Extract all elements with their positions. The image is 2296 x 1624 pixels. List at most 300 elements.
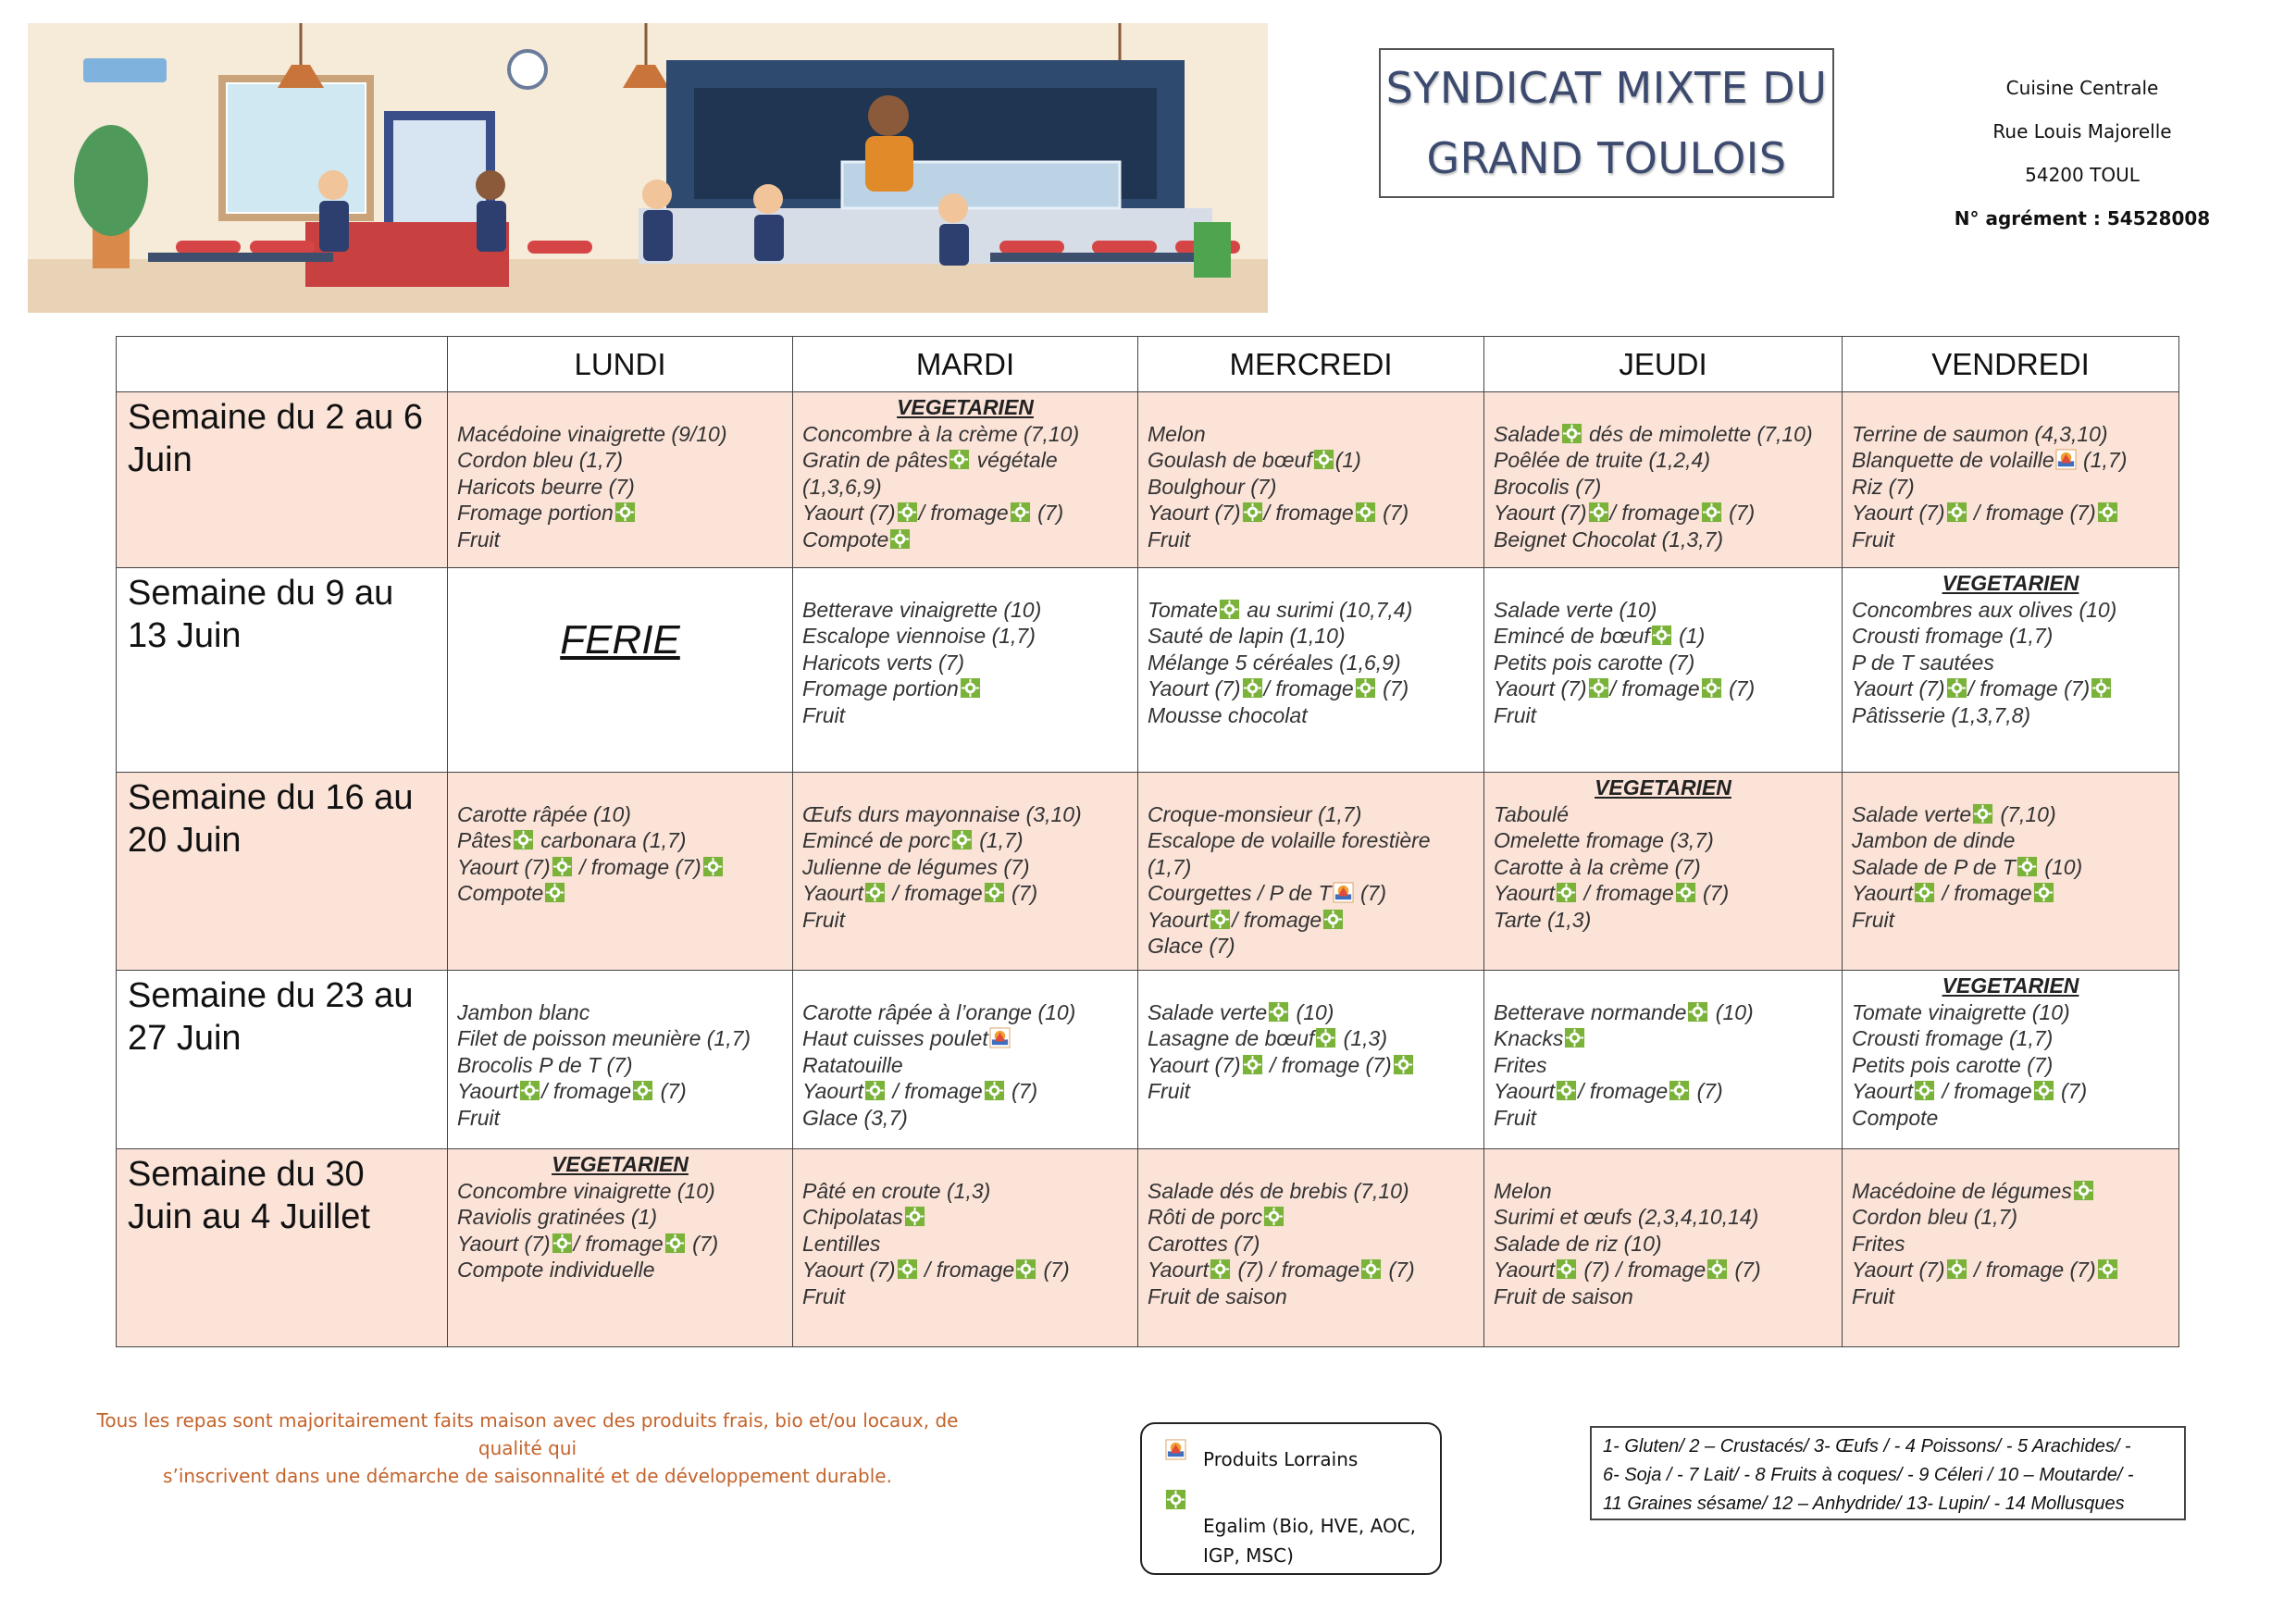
dish-text: Betterave vinaigrette (10) [802, 597, 1042, 622]
menu-cell [1843, 568, 2179, 773]
dish-text: P de T sautées [1852, 650, 1994, 675]
dish-line [1494, 1078, 1832, 1105]
dish-text: / fromage (7) [573, 854, 701, 879]
vegetarian-badge: VEGETARIEN [552, 1152, 689, 1176]
dish-text: (7) [1354, 881, 1387, 905]
dish-line [1148, 1025, 1474, 1052]
dish-line [1148, 527, 1474, 553]
dish-text: Pâtisserie (1,3,7,8) [1852, 702, 2031, 727]
egalim-icon [544, 882, 565, 903]
dish-line [1852, 702, 2169, 729]
egalim-icon [1242, 1054, 1263, 1075]
dish-text: (1,7) [1148, 854, 1192, 879]
dish-line [1494, 676, 1832, 702]
dish-text: Salade dés de brebis (7,10) [1148, 1178, 1409, 1203]
dish-text: / fromage [1578, 881, 1674, 905]
egalim-icon [1393, 1054, 1414, 1075]
dish-line [1852, 597, 2169, 624]
dish-text: Emincé de porc [802, 828, 950, 852]
dish-text: Cordon bleu (1,7) [1852, 1205, 2017, 1229]
dish-text: Fruit [1494, 1105, 1536, 1130]
dish-line [1852, 1204, 2169, 1231]
dish-line [457, 500, 783, 527]
dish-text: Salade verte [1148, 999, 1268, 1024]
dish-line [457, 474, 783, 501]
dish-text: Yaourt [1148, 1258, 1210, 1282]
dish-line [1494, 1105, 1832, 1132]
dish-text: végétale [971, 448, 1058, 472]
dish-text: Lentilles [802, 1231, 881, 1256]
dish-text: Fruit [1148, 527, 1190, 552]
vegetarian-badge: VEGETARIEN [1942, 571, 2079, 595]
dish-text: Goulash de bœuf [1148, 448, 1312, 472]
menu-cell [1484, 568, 1843, 773]
dish-text: (7) [1696, 881, 1730, 905]
egalim-icon [1675, 882, 1696, 903]
dish-line [1148, 907, 1474, 934]
week-row [117, 392, 2179, 568]
egalim-icon [1556, 882, 1577, 903]
day-header: JEUDI [1484, 337, 1843, 392]
egalim-icon [1946, 502, 1967, 523]
dish-text: Concombre vinaigrette (10) [457, 1178, 715, 1203]
dish-line [457, 1105, 783, 1132]
dish-line [1148, 421, 1474, 448]
dish-text: Fruit [1494, 702, 1536, 727]
dish-text: Omelette fromage (3,7) [1494, 828, 1714, 852]
egalim-icon [1010, 502, 1031, 523]
dish-text: Yaourt (7) [1852, 676, 1945, 700]
egalim-icon [2017, 856, 2038, 877]
dish-text: (1) [1672, 624, 1706, 648]
dish-line [1494, 650, 1832, 676]
dish-text: Fruit [1148, 1079, 1190, 1103]
dish-line [1494, 854, 1832, 881]
menu-cell [448, 971, 793, 1149]
dish-line [457, 1257, 783, 1283]
dish-text: Ratatouille [802, 1052, 903, 1077]
dish-text: Escalope de volaille forestière [1148, 828, 1431, 852]
dish-text: Yaourt [802, 1079, 864, 1103]
dish-line [1148, 650, 1474, 676]
dish-text: (7) [1005, 1079, 1038, 1103]
dish-line [1148, 775, 1474, 801]
dish-line [457, 1025, 783, 1052]
dish-text: / fromage [1578, 1079, 1669, 1103]
dish-text: (1,7) [973, 828, 1024, 852]
egalim-icon [1706, 1258, 1728, 1280]
dish-text: Cordon bleu (1,7) [457, 448, 623, 472]
dish-text: Blanquette de volaille [1852, 448, 2054, 472]
dish-text: Knacks [1494, 1026, 1564, 1050]
dish-line [802, 1025, 1128, 1052]
dish-text: (7) [1031, 501, 1064, 525]
egalim-icon [1651, 625, 1672, 646]
dish-text: Fromage portion [457, 501, 614, 525]
dish-text: (7) [1376, 676, 1409, 700]
dish-text: Poêlée de truite (1,2,4) [1494, 448, 1710, 472]
dish-line [1852, 421, 2169, 448]
menu-cell [793, 568, 1138, 773]
egalim-icon [552, 856, 573, 877]
dish-text: (7) [2054, 1079, 2088, 1103]
dish-line [457, 880, 783, 907]
dish-text: Taboulé [1494, 801, 1570, 826]
dish-text: Sauté de lapin (1,10) [1148, 624, 1346, 648]
egalim-icon [1219, 599, 1240, 620]
dish-text: / fromage [918, 501, 1009, 525]
dish-line [1852, 527, 2169, 553]
egalim-icon [984, 882, 1005, 903]
dish-text: Compote [802, 527, 889, 552]
vegetarian-badge: VEGETARIEN [897, 395, 1034, 419]
title-box [1379, 48, 1834, 198]
dish-text: Salade [1494, 421, 1560, 446]
dish-line [1148, 1078, 1474, 1105]
dish-text: Gratin de pâtes [802, 448, 949, 472]
egalim-icon [1946, 1258, 1967, 1280]
dish-line [802, 973, 1128, 999]
dish-line [802, 1151, 1128, 1178]
dish-text: Yaourt [1148, 907, 1210, 932]
dish-line [1148, 1204, 1474, 1231]
lorrain-icon [1333, 882, 1354, 903]
menu-table [116, 336, 2179, 1347]
dish-text: Pâté en croute (1,3) [802, 1178, 991, 1203]
dish-text: Yaourt (7) [1148, 501, 1241, 525]
egalim-icon [513, 829, 534, 850]
dish-text: Yaourt (7) [1494, 676, 1587, 700]
week-label: Semaine du 30 Juin au 4 Juillet [117, 1149, 448, 1347]
dish-text: Compote [457, 881, 544, 905]
egalim-icon [1242, 677, 1263, 699]
egalim-icon [1355, 502, 1376, 523]
dish-line [1852, 500, 2169, 527]
dish-line [802, 827, 1128, 854]
dish-text: (7) [1729, 1258, 1761, 1282]
dish-text: Yaourt (7) [457, 1231, 551, 1256]
menu-cell [448, 568, 793, 773]
dish-text: Chipolatas [802, 1205, 903, 1229]
dish-text: / fromage (7) [1967, 1258, 2096, 1282]
menu-cell [793, 1149, 1138, 1347]
dish-text: Fruit [457, 527, 500, 552]
dish-line [802, 623, 1128, 650]
dish-line [1148, 880, 1474, 907]
address-city: 54200 TOUL [2025, 164, 2140, 186]
egalim-icon [1210, 1258, 1231, 1280]
dish-text: Œufs durs mayonnaise (3,10) [802, 801, 1082, 826]
dish-line [1852, 999, 2169, 1026]
dish-text: Macédoine de légumes [1852, 1178, 2072, 1203]
dish-text: Escalope viennoise (1,7) [802, 624, 1036, 648]
dish-text: Lasagne de bœuf [1148, 1026, 1315, 1050]
dish-text: Yaourt (7) [457, 854, 551, 879]
dish-line [1494, 1204, 1832, 1231]
dish-text: / fromage [918, 1258, 1015, 1282]
dish-text: Julienne de légumes (7) [802, 854, 1030, 879]
dish-line [457, 973, 783, 999]
dish-line [802, 1283, 1128, 1310]
dish-line [457, 775, 783, 801]
dish-line [802, 1178, 1128, 1205]
egalim-icon [2073, 1180, 2094, 1201]
dish-text: (7) [654, 1079, 687, 1103]
egalim-icon [1588, 502, 1609, 523]
egalim-icon [664, 1233, 686, 1254]
dish-line [457, 999, 783, 1026]
dish-line [1494, 702, 1832, 729]
dish-text: (7) [1722, 501, 1756, 525]
dish-line [1494, 1178, 1832, 1205]
egalim-icon [2033, 882, 2054, 903]
dish-line [1852, 1178, 2169, 1205]
dish-text: dés de mimolette (7,10) [1582, 421, 1813, 446]
dish-line [1494, 1052, 1832, 1079]
egalim-icon [864, 882, 886, 903]
dish-line [802, 650, 1128, 676]
dish-text: Compote [1852, 1105, 1939, 1130]
dish-line [457, 1078, 783, 1105]
dish-text: (7) / fromage [1578, 1258, 1706, 1282]
dish-text: Fruit [802, 1283, 845, 1308]
egalim-icon [1556, 1080, 1577, 1101]
dish-line [1852, 474, 2169, 501]
dish-text: Crousti fromage (1,7) [1852, 1026, 2054, 1050]
dish-text: (1,3) [1337, 1026, 1387, 1050]
dish-text: Tomate [1148, 597, 1218, 622]
dish-text: Carotte râpée à l’orange (10) [802, 999, 1076, 1024]
egalim-icon [1588, 677, 1609, 699]
dish-text: Petits pois carotte (7) [1852, 1052, 2054, 1077]
dish-text: Yaourt [1852, 1079, 1914, 1103]
dish-text: Salade de P de T [1852, 854, 2016, 879]
dish-text: / fromage (7) [1263, 1052, 1392, 1077]
dish-text: (1) [1334, 448, 1361, 472]
dish-text: Yaourt (7) [802, 1258, 896, 1282]
dish-line [802, 570, 1128, 597]
dish-line [1148, 394, 1474, 421]
kitchen-address [1925, 67, 2240, 241]
dish-line [1494, 801, 1832, 828]
dish-line [457, 1052, 783, 1079]
dish-text: Pâtes [457, 828, 512, 852]
dish-text: Concombre à la crème (7,10) [802, 421, 1080, 446]
lorrain-icon [989, 1027, 1011, 1048]
dish-line [1494, 907, 1832, 934]
dish-text: Tomate vinaigrette (10) [1852, 999, 2070, 1024]
dish-text: / fromage [1936, 1079, 2032, 1103]
egalim-icon [1701, 677, 1722, 699]
menu-cell [1843, 1149, 2179, 1347]
dish-text: (7) [1691, 1079, 1723, 1103]
dish-text: Salade verte [1852, 801, 1972, 826]
homemade-note: Tous les repas sont majoritairement faits maison avec des produits frais, bio et/ou locaux, de qualité qui s’inscrivent dans une démarche de saisonnalité et de développement durable. [96, 1409, 959, 1487]
menu-cell [1138, 568, 1484, 773]
dish-line [1852, 775, 2169, 801]
dish-text: (7,10) [1994, 801, 2056, 826]
dish-text: carbonara (1,7) [534, 828, 687, 852]
dish-line [1494, 474, 1832, 501]
dish-line [1852, 1151, 2169, 1178]
dish-text: Fromage portion [802, 676, 959, 700]
day-header: MARDI [793, 337, 1138, 392]
dish-text: Boulghour (7) [1148, 474, 1277, 499]
dish-text: / fromage [1263, 501, 1354, 525]
dish-line [802, 421, 1128, 448]
egalim-icon [1322, 909, 1344, 930]
dish-line [1148, 827, 1474, 854]
dish-text: Yaourt (7) [1148, 676, 1241, 700]
dish-line [802, 702, 1128, 729]
menu-cell [793, 971, 1138, 1149]
dish-line [802, 527, 1128, 553]
dish-line [802, 500, 1128, 527]
organisation-title: SYNDICAT MIXTE DU GRAND TOULOIS [1385, 63, 1828, 183]
egalim-icon [1165, 1489, 1186, 1510]
dish-line [802, 880, 1128, 907]
dish-line [1852, 1283, 2169, 1310]
dish-line [1852, 907, 2169, 934]
dish-line [802, 999, 1128, 1026]
dish-line [802, 597, 1128, 624]
week-row [117, 971, 2179, 1149]
dish-text: Crousti fromage (1,7) [1852, 624, 2054, 648]
dish-text: Glace (7) [1148, 934, 1235, 958]
dish-line [1494, 973, 1832, 999]
dish-text: / fromage [1936, 881, 2032, 905]
dish-line [1148, 854, 1474, 881]
dish-text: Haricots beurre (7) [457, 474, 635, 499]
dish-text: Raviolis gratinées (1) [457, 1205, 658, 1229]
dish-text: Melon [1494, 1178, 1552, 1203]
dish-text: Beignet Chocolat (1,3,7) [1494, 527, 1724, 552]
egalim-icon [614, 502, 636, 523]
dish-line [1494, 880, 1832, 907]
dish-line [1852, 801, 2169, 828]
day-header: LUNDI [448, 337, 793, 392]
dish-line [1494, 1283, 1832, 1310]
egalim-icon [864, 1080, 886, 1101]
dish-line [1148, 1283, 1474, 1310]
menu-cell [1843, 773, 2179, 971]
day-header: VENDREDI [1843, 337, 2179, 392]
egalim-icon [1669, 1080, 1690, 1101]
dish-text: / fromage [573, 1231, 664, 1256]
dish-text: Fruit [1852, 1283, 1894, 1308]
dish-text: Fruit [457, 1105, 500, 1130]
dish-text: (10) [2038, 854, 2083, 879]
dish-text: Yaourt [802, 881, 864, 905]
dish-line [1852, 650, 2169, 676]
menu-cell [1484, 971, 1843, 1149]
dish-line [1494, 827, 1832, 854]
menu-cell [1843, 971, 2179, 1149]
egalim-icon [1315, 1027, 1336, 1048]
dish-line [457, 421, 783, 448]
menu-cell [1138, 392, 1484, 568]
dish-line [1148, 933, 1474, 960]
dish-text: Rôti de porc [1148, 1205, 1263, 1229]
egalim-icon [2097, 1258, 2118, 1280]
menu-cell [793, 392, 1138, 568]
dish-line [457, 801, 783, 828]
dish-line [802, 907, 1128, 934]
dish-text: Frites [1852, 1231, 1905, 1256]
egalim-icon [1015, 1258, 1036, 1280]
dish-line [1852, 394, 2169, 421]
dish-text: Filet de poisson meunière (1,7) [457, 1026, 751, 1050]
egalim-icon [1355, 677, 1376, 699]
dish-text: Brocolis (7) [1494, 474, 1602, 499]
dish-text: Yaourt [1494, 881, 1556, 905]
dish-text: (7) [686, 1231, 719, 1256]
egalim-icon [2091, 677, 2112, 699]
dish-text: Petits pois carotte (7) [1494, 650, 1695, 675]
dish-text: Yaourt (7) [1148, 1052, 1241, 1077]
dish-text: Mélange 5 céréales (1,6,9) [1148, 650, 1401, 675]
dish-line [1852, 1078, 2169, 1105]
dish-text: Courgettes / P de T [1148, 881, 1332, 905]
dish-line [1148, 570, 1474, 597]
dish-text: Fruit de saison [1148, 1283, 1287, 1308]
dish-line [1494, 999, 1832, 1026]
menu-cell [1484, 392, 1843, 568]
egalim-icon [702, 856, 724, 877]
dish-text: Frites [1494, 1052, 1547, 1077]
week-row [117, 568, 2179, 773]
menu-cell [1484, 773, 1843, 971]
dish-line [1494, 597, 1832, 624]
egalim-icon [552, 1233, 573, 1254]
week-row [117, 1149, 2179, 1347]
dish-text: (7) [1383, 1258, 1415, 1282]
dish-text: Jambon blanc [457, 999, 590, 1024]
dish-line [1852, 623, 2169, 650]
dish-line [1494, 421, 1832, 448]
week-label: Semaine du 23 au 27 Juin [117, 971, 448, 1149]
dish-line [1852, 880, 2169, 907]
dish-line [1148, 973, 1474, 999]
dish-line [1148, 702, 1474, 729]
dish-line [1148, 597, 1474, 624]
dish-line [457, 1204, 783, 1231]
legend-box [1140, 1422, 1442, 1575]
egalim-icon [519, 1080, 540, 1101]
dish-text: / fromage (7) [1967, 501, 2096, 525]
egalim-icon [1313, 449, 1334, 470]
dish-line [1852, 1105, 2169, 1132]
dish-text: Fruit [1852, 907, 1894, 932]
egalim-icon [897, 1258, 918, 1280]
menu-cell [448, 392, 793, 568]
dish-text: Yaourt [1852, 881, 1914, 905]
dish-line [1148, 500, 1474, 527]
dish-line [802, 1105, 1128, 1132]
menu-body [117, 392, 2179, 1347]
dish-line [1852, 827, 2169, 854]
week-label: Semaine du 2 au 6 Juin [117, 392, 448, 568]
dish-line [1148, 1052, 1474, 1079]
dish-line [1148, 1151, 1474, 1178]
dish-text: Carottes (7) [1148, 1231, 1260, 1256]
dish-line [457, 1231, 783, 1258]
egalim-icon [1561, 423, 1582, 444]
egalim-icon [897, 502, 918, 523]
dish-line [1148, 999, 1474, 1026]
dish-text: Haut cuisses poulet [802, 1026, 988, 1050]
dish-line [1148, 447, 1474, 474]
